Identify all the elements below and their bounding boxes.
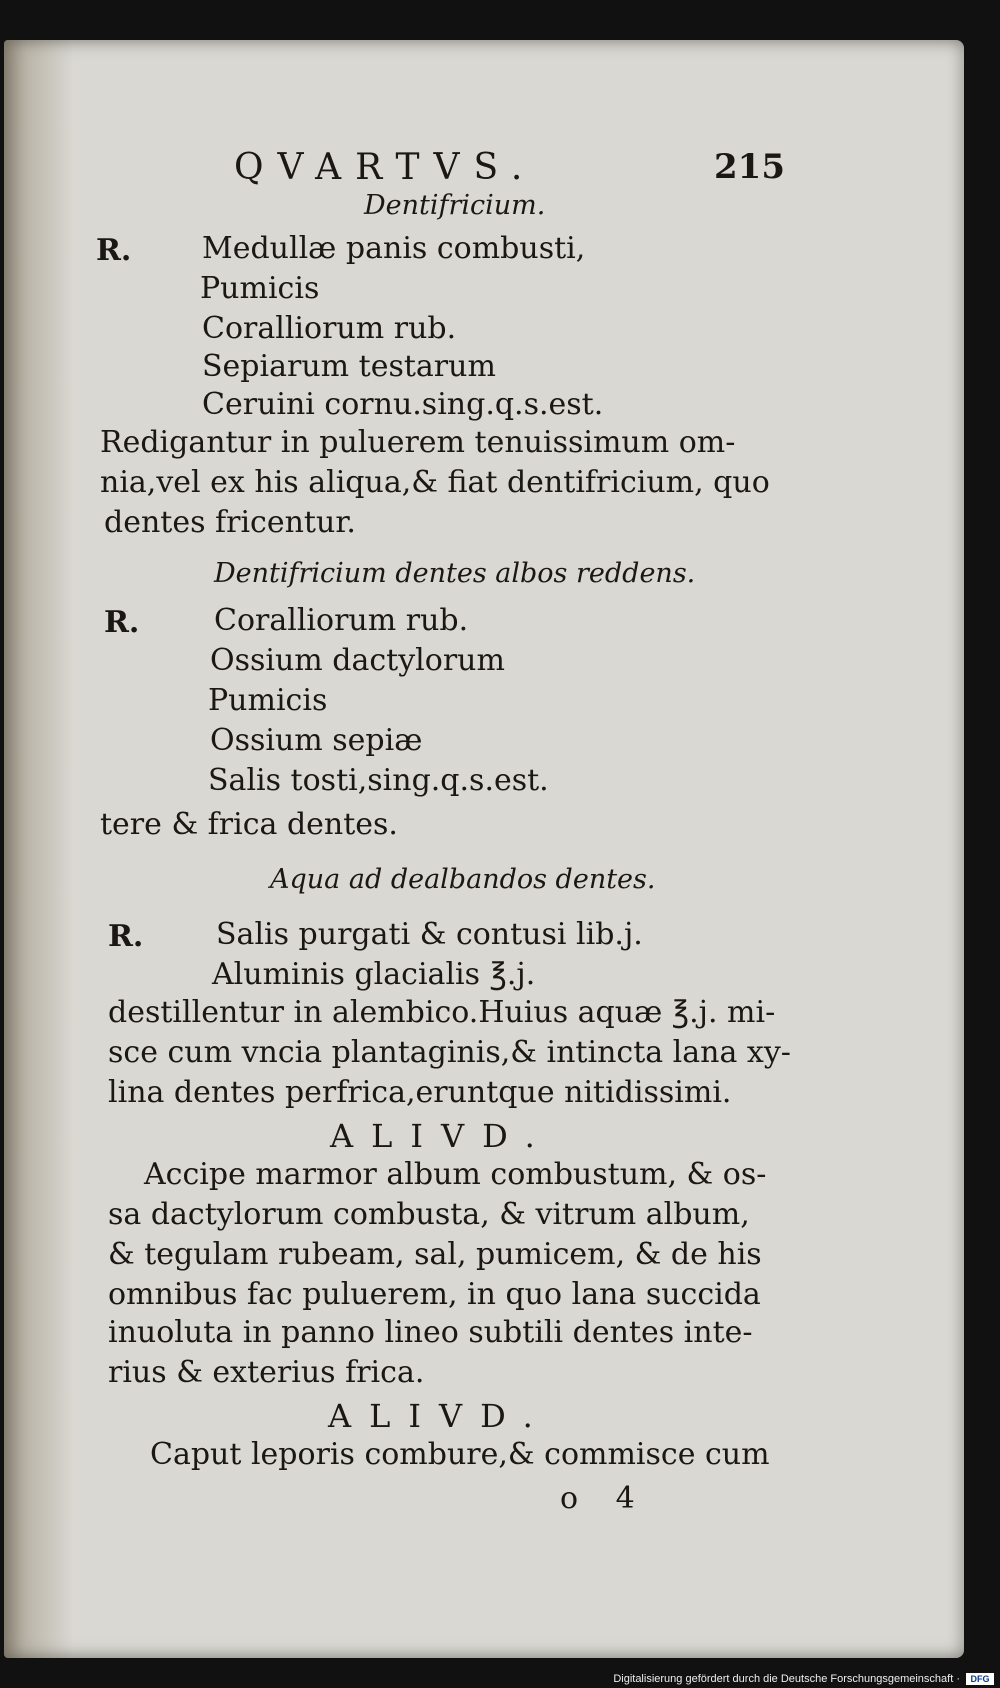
footer-bar (0, 1672, 1000, 1688)
ingredient: Coralliorum rub. (214, 603, 469, 638)
body-line: sa dactylorum combusta, & vitrum album, (108, 1197, 750, 1232)
body-line: & tegulam rubeam, sal, pumicem, & de his (108, 1237, 762, 1272)
signature-mark: o 4 (560, 1481, 649, 1516)
body-line: dentes fricentur. (104, 505, 356, 540)
body-line: lina dentes perfrica,eruntque nitidissimi. (108, 1075, 732, 1110)
section-heading: ALIVD. (330, 1117, 553, 1155)
ingredient: Ceruini cornu.sing.q.s.est. (202, 387, 604, 422)
page-number: 215 (714, 147, 785, 187)
section-title: Dentifricium. (364, 190, 546, 221)
body-line: inuoluta in panno lineo subtili dentes inte- (108, 1315, 753, 1350)
recipe-mark: R. (104, 605, 140, 640)
ingredient: Coralliorum rub. (202, 311, 457, 346)
body-line: tere & frica dentes. (100, 807, 398, 842)
ingredient: Salis tosti,sing.q.s.est. (208, 763, 549, 798)
section-title: Dentifricium dentes albos reddens. (214, 558, 696, 589)
body-line: sce cum vncia plantaginis,& intincta lana xy- (108, 1035, 791, 1070)
book-page (4, 40, 964, 1658)
body-line: nia,vel ex his aliqua,& fiat dentifricium, quo (100, 465, 770, 500)
body-line: Caput leporis combure,& commisce cum (150, 1437, 770, 1472)
ingredient: Salis purgati & contusi lib.j. (216, 917, 643, 952)
ingredient: Sepiarum testarum (202, 349, 496, 384)
dfg-logo: DFG (966, 1673, 994, 1685)
body-line: Accipe marmor album combustum, & os- (144, 1157, 767, 1192)
section-heading: ALIVD. (328, 1397, 551, 1435)
recipe-mark: R. (96, 233, 132, 268)
body-line: rius & exterius frica. (108, 1355, 425, 1390)
body-line: Redigantur in puluerem tenuissimum om- (100, 425, 736, 460)
footer-credit: Digitalisierung gefördert durch die Deutsche Forschungsgemeinschaft · (613, 1673, 960, 1685)
ingredient: Pumicis (208, 683, 328, 718)
ingredient: Aluminis glacialis ℥.j. (212, 957, 536, 992)
section-title: Aqua ad dealbandos dentes. (270, 864, 656, 895)
recipe-mark: R. (108, 919, 144, 954)
body-line: destillentur in alembico.Huius aquæ ℥.j. mi- (108, 995, 776, 1030)
ingredient: Ossium dactylorum (210, 643, 505, 678)
ingredient: Pumicis (200, 271, 320, 306)
ingredient: Ossium sepiæ (210, 723, 423, 758)
running-head: QVARTVS. (234, 147, 537, 188)
ingredient: Medullæ panis combusti, (202, 231, 586, 266)
body-line: omnibus fac puluerem, in quo lana succida (108, 1277, 761, 1312)
